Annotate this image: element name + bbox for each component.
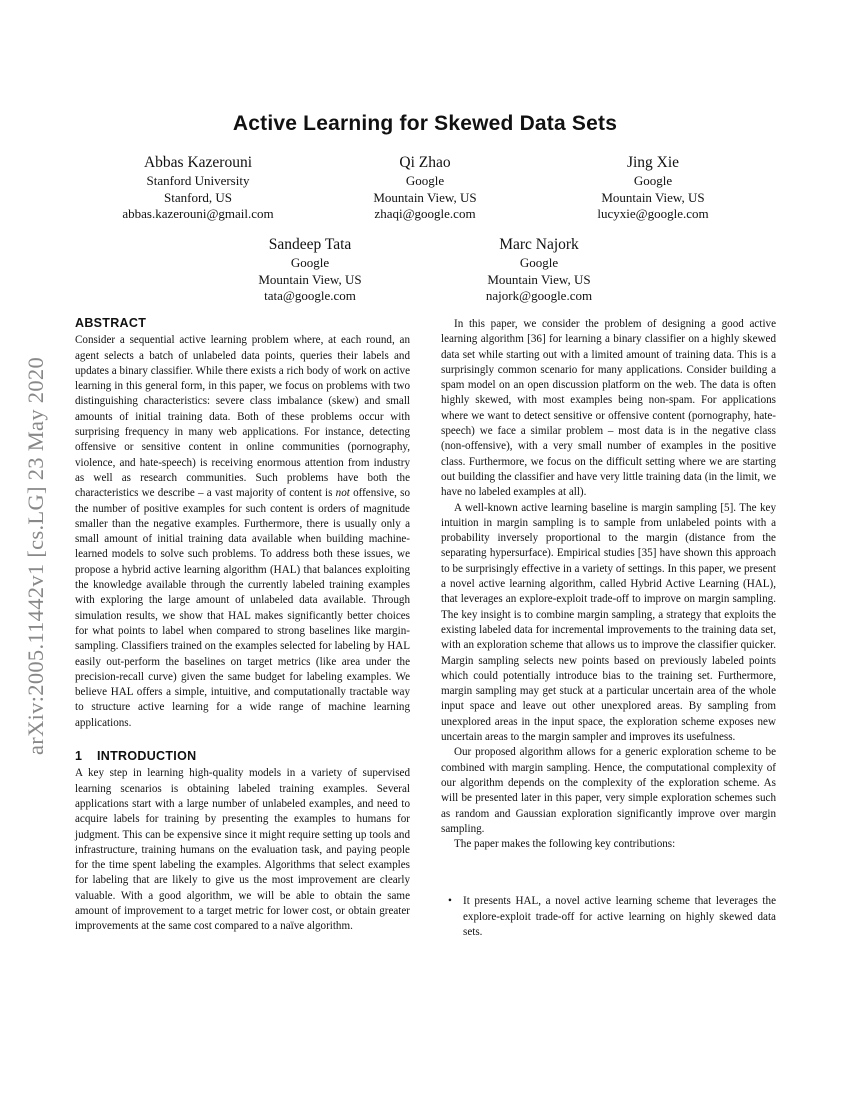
author-name: Jing Xie	[626, 154, 680, 171]
author-affiliation: Google	[519, 255, 559, 270]
author-block	[98, 153, 298, 223]
left-column	[75, 316, 410, 935]
author-email[interactable]: tata@google.com	[264, 288, 356, 303]
abstract-heading: ABSTRACT	[75, 316, 147, 330]
paper-title: Active Learning for Skewed Data Sets	[232, 112, 618, 135]
right-column	[441, 317, 776, 940]
author-location: Mountain View, US	[373, 189, 477, 205]
author-affiliation: Stanford University	[146, 173, 250, 188]
body-paragraph: A well-known active learning baseline is margin sampling [5]. The key intuition in margin sampling is to sample from unlabeled points with a probability inversely proportional to the margin (distance from the separating hypersurface). Empirical studies [35] have shown this approach to be surprisingly effective in a variety of settings. In this paper, we present a novel active learning algorithm, called Hybrid Active Learning (HAL), that leverages an explore-exploit trade-off to improve on margin sampling. The key insight is to combine margin sampling, a strategy that exploits the existing labeled data for incremental improvements to the training data set, with an exploration scheme that allows us to improve the classifier quicker. Margin sampling selects new points based on previously labeled points which could potentially introduce bias to the training set. Furthermore, margin sampling may get stuck at a particular uncertain area of the whole input space and leave out other unexplored areas. By sampling from unexplored areas in the input space, the exploration scheme exposes new uncertain areas to the margin sampler and improves its usefulness.	[441, 501, 776, 744]
author-location: Stanford, US	[164, 189, 232, 205]
list-item: • It presents HAL, a novel active learning scheme that leverages the explore-exploit trade-off for active learning on highly skewed data sets.	[448, 895, 776, 938]
introduction-heading: 1 INTRODUCTION	[75, 749, 197, 764]
author-name: Marc Najork	[499, 236, 579, 253]
author-block	[210, 235, 410, 305]
author-name: Sandeep Tata	[268, 236, 352, 253]
abstract-text: Consider a sequential active learning problem where, at each round, an agent selects a batch of unlabeled data points, queries their labels and updates a binary classifier. While there exists a rich body of work on active learning in this general form, in this paper, we focus on problems with two distinguishing characteristics: severe class imbalance (skew) and small amounts of initial training data. Both of these problems occur with surprising frequency in many web applications. For instance, detecting offensive or sensitive content in online communities (pornography, violence, and hate-speech) is receiving enormous attention from industry as well as research communities. Such problems have both the characteristics we describe – a vast majority of content is not offensive, so the number of positive examples for such content is orders of magnitude smaller than the negative examples. Furthermore, there is usually only a small amount of initial training data available when building machine-learned models to solve such problems. To address both these issues, we propose a hybrid active learning algorithm (HAL) that balances exploiting the knowledge available through the currently labeled training examples with exploring the large amount of unlabeled data available. Through simulation results, we show that HAL makes significantly better choices for what points to label when compared to strong baselines like margin-sampling. Classifiers trained on the examples selected for labeling by HAL easily out-perform the baselines on target metrics (like area under the precision-recall curve) given the same budget for labeling examples. We believe HAL offers a simple, intuitive, and computationally tractable way to structure active learning for a wide range of machine learning applications.	[75, 334, 410, 729]
author-name: Qi Zhao	[399, 154, 451, 171]
author-location: Mountain View, US	[487, 271, 591, 287]
body-paragraph: The paper makes the following key contributions:	[454, 838, 676, 851]
author-location: Mountain View, US	[601, 189, 705, 205]
author-block	[553, 153, 753, 223]
intro-paragraph: A key step in learning high-quality models in a variety of supervised learning scenarios is obtaining labeled training examples. Several applications start with a large number of unlabeled examples, and need to acquire labels for training by presenting the examples to humans for judgment. This can be expensive since it might require setting up tools and infrastructure, training humans on the evaluation task, and paying people for the time spent labeling the examples. Algorithms that select examples for labeling that are likely to give us the most improvement are clearly valuable. With a good algorithm, we will be able to obtain the same amount of improvement to a target metric for lower cost, or obtain greater improvements at the same cost compared to a naïve algorithm.	[75, 767, 410, 933]
body-paragraph: Our proposed algorithm allows for a generic exploration scheme to be combined with margin sampling. Hence, the computational complexity of our algorithm depends on the complexity of the exploration scheme. As will be presented later in this paper, very simple exploration schemes such as random and Gaussian exploration significantly improve over margin sampling.	[441, 746, 776, 835]
arxiv-identifier: arXiv:2005.11442v1 [cs.LG] 23 May 2020	[23, 356, 48, 755]
author-email[interactable]: lucyxie@google.com	[597, 206, 709, 221]
author-block	[439, 235, 639, 305]
bullet-icon: •	[448, 895, 452, 908]
author-email[interactable]: abbas.kazerouni@gmail.com	[122, 206, 274, 221]
author-location: Mountain View, US	[258, 271, 362, 287]
body-paragraph: In this paper, we consider the problem of designing a good active learning algorithm [36] for learning a binary classifier on a highly skewed data set while starting out with a limited amount of training data. This is a surprisingly common scenario for many applications. Consider building a spam model on an open discussion platform on the web. The data is often highly skewed, with most examples being non-spam. For applications where we want to detect sensitive or offensive content (pornography, hate-speech) we face a similar problem – most data is in the negative class (non-offensive), with a very small number of examples in the positive class. Furthermore, we focus on the difficult setting where we are starting out building the classifier and have very little training data (in the limit, we have no labeled examples at all).	[441, 318, 776, 499]
author-affiliation: Google	[290, 255, 330, 270]
author-email[interactable]: zhaqi@google.com	[374, 206, 476, 221]
author-name: Abbas Kazerouni	[143, 154, 253, 171]
author-block	[325, 153, 525, 223]
contributions-list	[441, 894, 776, 940]
author-affiliation: Google	[633, 173, 673, 188]
author-email[interactable]: najork@google.com	[485, 288, 593, 303]
author-affiliation: Google	[405, 173, 445, 188]
